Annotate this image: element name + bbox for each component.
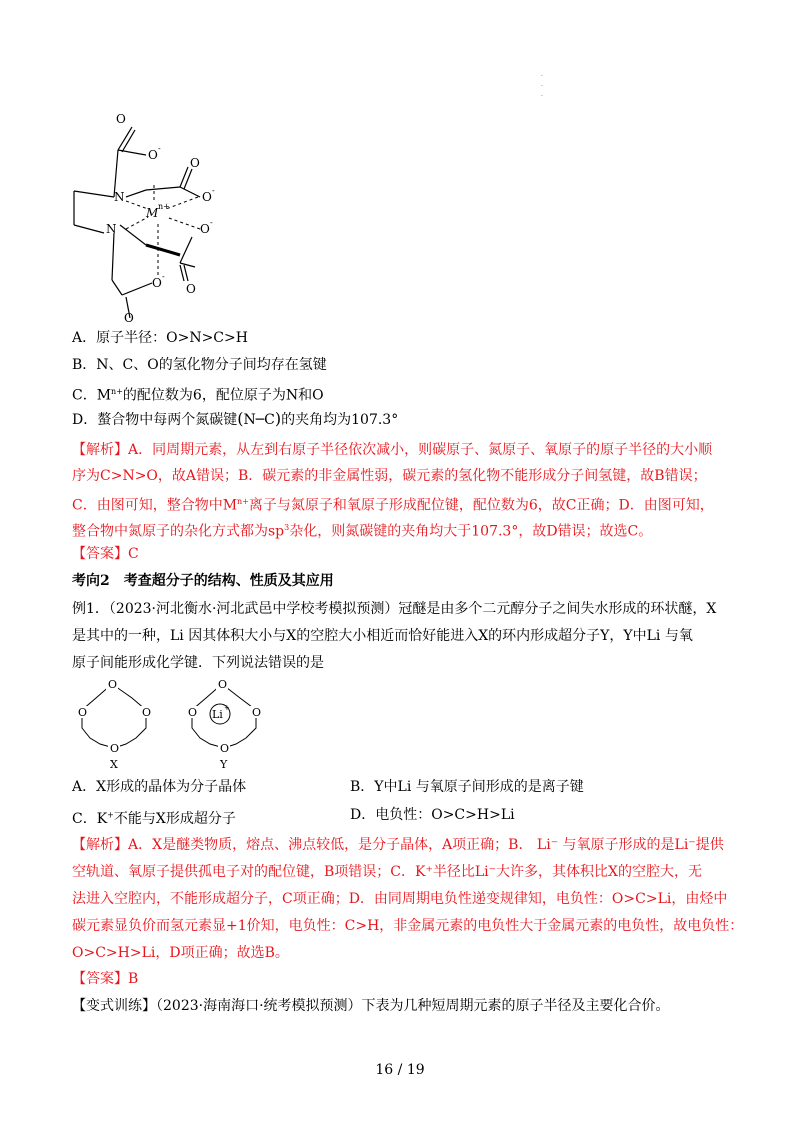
example1-line-3: 原子间能形成化学键．下列说法错误的是 xyxy=(72,655,324,671)
atom-o-bottom-minus: O xyxy=(152,276,162,290)
q1-analysis-line-1: 【解析】A．同周期元素，从左到右原子半径依次减小，则碳原子、氮原子、氧原子的原子半径的大小顺 xyxy=(72,442,713,458)
variant-training: 【变式训练】（2023·海南海口·统考模拟预测）下表为几种短周期元素的原子半径及主要化合价。 xyxy=(72,998,670,1014)
atom-o-right-minus: O xyxy=(202,190,212,204)
atom-n-upper: N xyxy=(114,190,125,204)
caption-x: X xyxy=(110,758,118,771)
li-ion-label: Li xyxy=(212,708,223,721)
metal-ion-charge: n+ xyxy=(158,202,170,211)
li-ion-charge: + xyxy=(224,704,230,712)
q1-option-b: B．N、C、O的氢化物分子间均存在氢键 xyxy=(72,357,327,373)
page-number xyxy=(0,1062,800,1078)
caption-y: Y xyxy=(220,758,228,771)
q1-analysis-line-4: 整合物中氮原子的杂化方式都为$sp^3$杂化，则氮碳键的夹角均大于107.3°，故D错误；故选C。 xyxy=(72,523,653,540)
example1-line-1: 例1．（2023·河北衡水·河北武邑中学校考模拟预测）冠醚是由多个二元醇分子之间失水形成的环状醚，X xyxy=(72,601,717,617)
q2-option-row-2 xyxy=(72,805,515,829)
q1-analysis-line-3: C．由图可知，整合物中$M^{n+}$离子与氮原子和氧原子形成配位键，配位数为6，故C正确；D．由图可知， xyxy=(72,497,714,514)
minus-sup: - xyxy=(158,144,161,153)
page-current: 16 xyxy=(375,1062,394,1078)
q1-option-d: D．螯合物中每两个氮碳键(N─C)的夹角均为107.3° xyxy=(72,409,399,428)
svg-text:-: - xyxy=(212,186,215,195)
q2-analysis-line-1: 【解析】A．X是醚类物质，熔点、沸点较低，是分子晶体，A项正确；B． Li⁻ 与氧原子形成的是Li⁻提供 xyxy=(72,837,724,853)
example1-line-2: 是其中的一种，Li 因其体积大小与X的空腔大小相近而恰好能进入X的环内形成超分子Y，Y中Li 与氧 xyxy=(72,628,693,644)
x-ring-o-bottom: O xyxy=(110,742,120,755)
x-ring-o-top: O xyxy=(108,678,118,691)
q2-option-row-1 xyxy=(72,777,584,797)
q2-option-c: C．K+不能与X形成超分子 xyxy=(72,810,236,827)
q2-analysis-line-5: O>C>H>Li，D项正确；故选B。 xyxy=(72,945,289,961)
atom-n-lower: N xyxy=(106,222,117,236)
bold-bond xyxy=(146,245,180,255)
q2-analysis-line-4: 碳元素显负价而氢元素显+1价知，电负性：C>H，非金属元素的电负性大于金属元素的电负性，故电负性： xyxy=(72,918,744,934)
atom-o-top: O xyxy=(116,112,126,126)
y-ring-o-bottom: O xyxy=(220,742,230,755)
q2-option-d: D．电负性：O>C>H>Li xyxy=(350,807,515,823)
atom-o-bottom: O xyxy=(124,311,134,325)
y-ring-o-left: O xyxy=(188,706,198,719)
q2-option-b: B．Y中Li 与氧原子间形成的是离子键 xyxy=(350,779,584,795)
crown-ether-figure xyxy=(68,672,288,772)
q2-analysis-line-2: 空轨道、氧原子提供孤电子对的配位键，B项错误；C．K⁺半径比Li⁻大许多，其体积比X的空腔大，无 xyxy=(72,864,702,880)
svg-text:-: - xyxy=(162,272,165,281)
atom-o-right-lower-minus: O xyxy=(200,222,210,236)
x-ring-o-left: O xyxy=(78,706,88,719)
section-heading: 考向2 考查超分子的结构、性质及其应用 xyxy=(72,573,334,589)
atom-o-right-upper: O xyxy=(190,156,200,170)
svg-text:-: - xyxy=(210,218,213,227)
metal-ion-m: M xyxy=(146,206,159,220)
page-separator: / xyxy=(397,1062,403,1078)
q1-analysis-line-2: 序为C>N>O，故A错误；B．碳元素的非金属性弱，碳元素的氢化物不能形成分子间氢键，故B错误； xyxy=(72,468,707,484)
q2-option-a: A．X形成的晶体为分子晶体 xyxy=(72,779,247,795)
y-ring-o-right: O xyxy=(252,706,262,719)
chelate-structure-figure xyxy=(60,105,250,325)
q1-answer: 【答案】C xyxy=(72,546,139,562)
y-ring-o-top: O xyxy=(218,678,228,691)
header-dots: · · · xyxy=(541,73,543,100)
q2-answer: 【答案】B xyxy=(72,971,139,987)
atom-o-right-bottom: O xyxy=(186,282,196,296)
q1-option-a: A．原子半径：O>N>C>H xyxy=(72,330,248,346)
atom-o-top-minus: O xyxy=(148,148,158,162)
x-ring-o-right: O xyxy=(142,706,152,719)
q1-option-c: C．$M^{n+}$的配位数为6，配位原子为N和O xyxy=(72,387,324,404)
q2-analysis-line-3: 法进入空腔内，不能形成超分子，C项正确；D．由同周期电负性递变规律知，电负性：O>C>Li，由烃中 xyxy=(72,891,728,907)
page-total: 19 xyxy=(406,1062,425,1078)
